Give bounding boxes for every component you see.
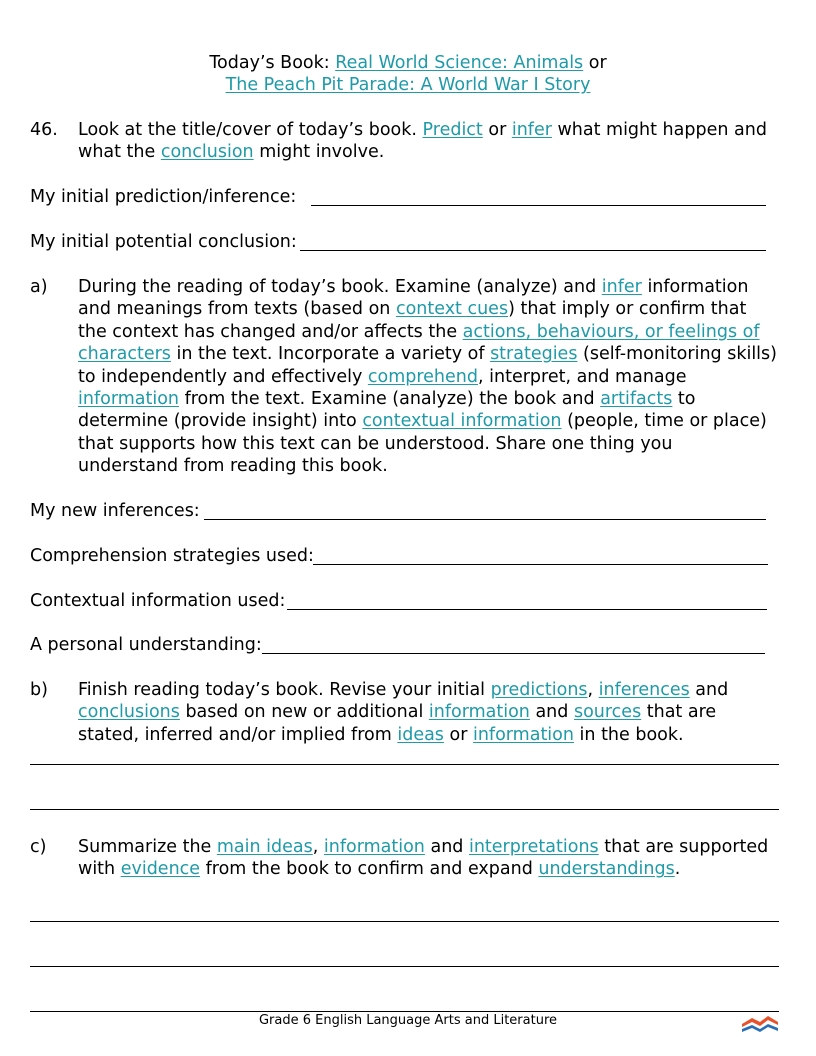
qa-text-4: in the text. Incorporate a variety of (170, 344, 491, 365)
qa-text-6: , interpret, and manage (478, 366, 687, 387)
answer-line-b-1[interactable] (30, 764, 779, 765)
header-line-1 (0, 52, 816, 74)
question-a-text (78, 276, 778, 478)
q46-text-1: Look at the title/cover of today’s book. (78, 120, 423, 140)
header-line-2 (0, 74, 816, 96)
personal-understanding-label: A personal understanding: (30, 635, 262, 655)
initial-prediction-answer-line[interactable] (311, 205, 766, 206)
initial-conclusion-row (30, 231, 297, 253)
link-information-b2[interactable]: information (472, 724, 574, 745)
answer-line-c-2[interactable] (30, 966, 779, 967)
link-artifacts[interactable]: artifacts (600, 389, 673, 410)
link-information-c[interactable]: information (323, 837, 425, 857)
strategies-used-row (30, 545, 314, 567)
qa-text-7: from the text. Examine (analyze) the book and (179, 389, 601, 410)
new-inferences-label: My new inferences: (30, 501, 200, 521)
header-prefix: Today’s Book: (209, 53, 336, 73)
qa-text-2: information and meanings from texts (based on (78, 277, 749, 320)
header-or: or (583, 53, 607, 73)
qc-text-6: . (674, 859, 681, 880)
link-evidence[interactable]: evidence (120, 859, 201, 880)
qb-text-8: in the book. (573, 724, 684, 745)
link-main-ideas[interactable]: main ideas (216, 837, 313, 857)
qc-text-2: , (312, 837, 324, 857)
qc-text-5: from the book to confirm and expand (200, 859, 539, 880)
new-inferences-row (30, 500, 200, 522)
link-interpretations[interactable]: interpretations (468, 837, 599, 857)
link-ideas[interactable]: ideas (397, 724, 444, 745)
question-a-label: a) (30, 277, 48, 297)
link-contextual-information[interactable]: contextual information (362, 411, 562, 432)
qb-text-1: Finish reading today’s book. Revise your initial (78, 680, 491, 700)
contextual-information-row (30, 590, 285, 612)
todays-book-header (0, 52, 816, 97)
link-comprehend[interactable]: comprehend (367, 366, 478, 387)
qa-text-1: During the reading of today’s book. Examine (analyze) and (78, 277, 602, 297)
question-c-label: c) (30, 837, 47, 857)
qa-text-3: ) that imply or confirm that the context has changed and/or affects the (78, 299, 747, 342)
qa-text-5: (self-monitoring skills) to independently and effectively (78, 344, 777, 387)
link-strategies[interactable]: strategies (490, 344, 578, 365)
link-inferences[interactable]: inferences (598, 680, 690, 700)
contextual-information-answer-line[interactable] (287, 609, 767, 610)
qc-text-3: and (424, 837, 469, 857)
initial-conclusion-answer-line[interactable] (300, 250, 766, 251)
q46-text-3: what might happen and what the (78, 120, 767, 163)
question-b-text (78, 679, 778, 746)
link-infer-a[interactable]: infer (601, 277, 642, 297)
qa-text-8: to determine (provide insight) into (78, 389, 696, 432)
book-link-real-world-science[interactable]: Real World Science: Animals (335, 53, 584, 73)
logo-orange-shape (742, 1016, 778, 1027)
answer-line-c-3[interactable] (30, 1011, 779, 1012)
q46-text-2: or (482, 120, 512, 140)
personal-understanding-row (30, 634, 262, 656)
qb-text-4: based on new or additional (179, 702, 429, 723)
new-inferences-answer-line[interactable] (204, 519, 766, 520)
link-information-b1[interactable]: information (428, 702, 530, 723)
personal-understanding-answer-line[interactable] (262, 653, 765, 654)
link-context-cues[interactable]: context cues (395, 299, 509, 320)
link-actions-behaviours-feelings[interactable]: actions, behaviours, or feelings of characters (78, 321, 760, 365)
qa-text-9: (people, time or place) that supports how this text can be understood. Share one thing you understand from reading this book. (78, 411, 767, 477)
strategies-used-label: Comprehension strategies used: (30, 546, 314, 566)
answer-line-c-1[interactable] (30, 921, 779, 922)
link-predict[interactable]: Predict (422, 120, 483, 140)
book-link-peach-pit-parade[interactable]: The Peach Pit Parade: A World War I Story (225, 75, 591, 96)
qb-text-5: and (529, 702, 574, 723)
link-sources[interactable]: sources (573, 702, 642, 723)
link-conclusions[interactable]: conclusions (78, 702, 180, 723)
link-predictions[interactable]: predictions (490, 680, 588, 700)
qb-text-3: and (689, 680, 729, 700)
strategies-used-answer-line[interactable] (313, 564, 768, 565)
question-46-text (78, 119, 778, 164)
question-number: 46. (30, 120, 58, 140)
contextual-information-label: Contextual information used: (30, 591, 286, 611)
question-b-label: b) (30, 680, 48, 700)
link-understandings[interactable]: understandings (538, 859, 675, 880)
open-book-logo-icon (740, 1012, 780, 1034)
question-c-text (78, 836, 778, 881)
initial-prediction-label: My initial prediction/inference: (30, 187, 297, 207)
qc-text-1: Summarize the (78, 837, 217, 857)
answer-line-b-2[interactable] (30, 809, 779, 810)
link-conclusion[interactable]: conclusion (160, 142, 254, 163)
qb-text-7: or (443, 724, 473, 745)
page-footer: Grade 6 English Language Arts and Literature (258, 1013, 558, 1028)
link-information-a[interactable]: information (78, 389, 180, 410)
qc-text-4: that are supported with (78, 837, 769, 880)
initial-prediction-row (30, 186, 296, 208)
q46-text-4: might involve. (253, 142, 385, 163)
qb-text-2: , (587, 680, 599, 700)
initial-conclusion-label: My initial potential conclusion: (30, 232, 297, 252)
qb-text-6: that are stated, inferred and/or implied from (78, 702, 717, 745)
link-infer[interactable]: infer (511, 120, 552, 140)
